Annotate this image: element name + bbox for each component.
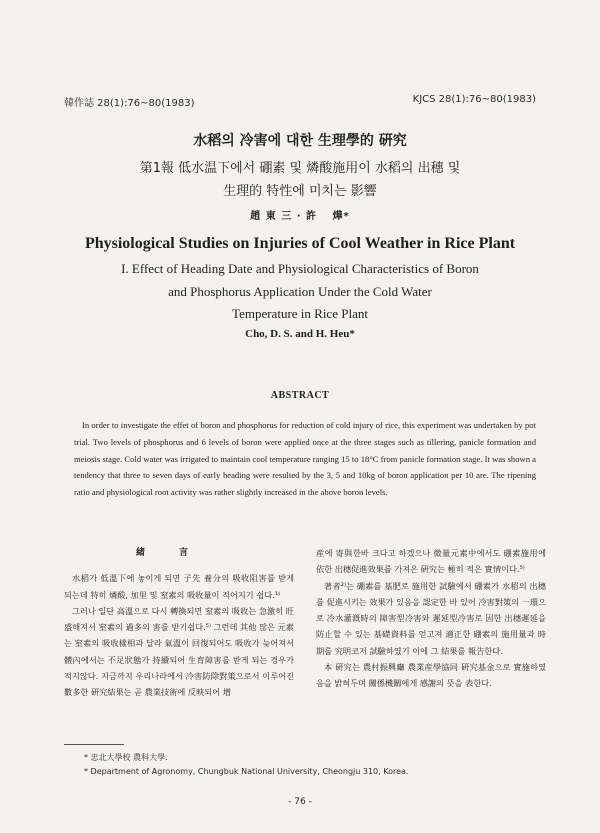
- english-subtitle-line3: Temperature in Rice Plant: [232, 306, 368, 321]
- english-subtitle-line2: and Phosphorus Application Under the Cold Water: [168, 284, 432, 299]
- page-number: - 76 -: [288, 797, 312, 807]
- intro-right-column: [316, 545, 546, 692]
- intro-left-column: [64, 545, 294, 701]
- korean-title: 水稻의 冷害에 대한 生理學的 硏究: [193, 133, 407, 149]
- intro-paragraph-1: 水稻가 低溫下에 놓이게 되면 子先 養分의 吸收阻害를 받게 되는데 特히 燐酸, 加里 및 窒素의 吸收量이 적어지기 쉽다.¹⁾: [64, 573, 294, 600]
- english-authors: Cho, D. S. and H. Heu*: [245, 328, 355, 340]
- korean-subtitle-line1: 第1報 低水温下에서 硼素 및 燐酸施用이 水稻의 出穗 및: [139, 161, 461, 176]
- english-title: Physiological Studies on Injuries of Cool Weather in Rice Plant: [84, 235, 516, 252]
- korean-subtitle-line2: 生理的 特性에 미치는 影響: [223, 184, 377, 199]
- journal-header-korean: 韓作誌 28(1):76~80(1983): [64, 98, 195, 109]
- intro-paragraph-4: 著者²⁾는 硼素를 基肥로 施用한 試驗에서 硼素가 水稻의 出穗를 促進시키는 效果가 있음을 認定한 바 있어 冷害對策의 一環으로 冷水灌漑時의 障害型冷害와 遲延型冷害로 因한 出穗遲延을 防止할 수 있는 基礎資料를 얻고져 適正한 硼素의 施用量과 時期를 究明코저 試驗하였기 이에 그 結果를 報告한다.: [316, 580, 546, 656]
- abstract-heading: ABSTRACT: [270, 390, 330, 401]
- korean-authors: 趙 東 三 · 許 燁*: [250, 211, 350, 222]
- footnote-korean-affiliation: * 忠北大學校 農科大學.: [84, 753, 168, 762]
- footnote-english-affiliation: * Department of Agronomy, Chungbuk National University, Cheongju 310, Korea.: [84, 767, 409, 776]
- journal-header-english: KJCS 28(1):76~80(1983): [412, 94, 536, 105]
- footnote-divider: [64, 744, 124, 745]
- intro-heading: 緒言: [135, 548, 222, 558]
- intro-paragraph-5: 本 硏究는 農村振興廳 農業産學協同 硏究基金으로 實施하였음을 밝혀두며 關係機關에게 感謝의 뜻을 表한다.: [316, 662, 546, 689]
- intro-paragraph-2: 그러나 일단 高溫으로 다시 轉換되면 窒素의 吸收는 急激히 旺盛해져서 窒素의 過多의 害를 받기쉽다.⁵⁾ 그런데 其他 많은 元素는 窒素의 吸收樣相과 달라 氣溫이 回復되어도 吸收가 늦어져서 體內에서는 不足狀態가 持續되어 生育障害를 받게 되는 경우가 적지않다. 지금까지 우리나라에서 冷害防除對策으로서 이루어진 數多한 硏究結果는 곧 農業技術에 反映되어 增: [64, 605, 294, 698]
- abstract-text: In order to investigate the effet of boron and phosphorus for reduction of cold injury of rice, this experiment was undertaken by pot trial. Two levels of phosphorus and 6 levels of boron were applied once at the three stages such as tillering, panicle formation and meiosis stage. Cold water was irrigated to maintain cool temperature ranging 15 to 18°C from panicle formation stage. It was shown a tendency that three to seven days of early heading were resulted by the 3, 5 and 10kg of boron application per 10 are. The ripening ratio and physiological root activity was rather slightly increased in the above boron levels.: [74, 420, 536, 498]
- intro-paragraph-3: 産에 寄與한바 크다고 하겠으나 微量元素中에서도 硼素施用에 依한 出穗促進效果를 가져온 硏究는 極히 적은 實情이다.⁵⁾: [316, 548, 546, 575]
- english-subtitle-line1: I. Effect of Heading Date and Physiological Characteristics of Boron: [121, 261, 479, 276]
